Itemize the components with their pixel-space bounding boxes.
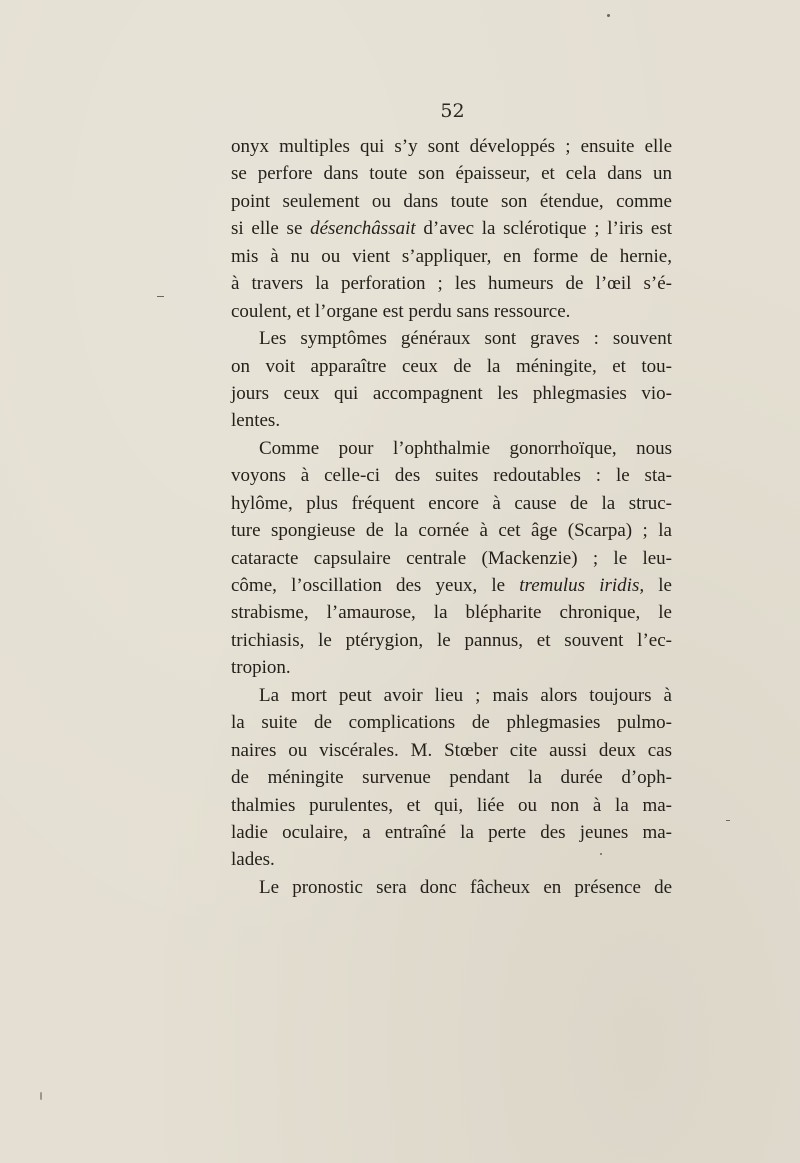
text-line: onyx multiples qui s’y sont développés ; ensuite elle <box>231 136 672 157</box>
text-segment: si elle se <box>231 218 311 240</box>
paper-speck <box>726 820 730 821</box>
text-line: coulent, et l’organe est perdu sans ressource. <box>231 300 571 322</box>
text-line: ladie oculaire, a entraîné la perte des jeunes ma- <box>231 821 672 843</box>
text-line: lades. <box>231 849 275 871</box>
paragraph-first-line: Le pronostic sera donc fâcheux en présence de <box>259 876 672 898</box>
text-line-with-emphasis <box>231 215 672 242</box>
text-line-with-emphasis <box>231 572 672 599</box>
text-line: thalmies purulentes, et qui, liée ou non à la ma- <box>231 794 672 816</box>
body-text <box>231 133 672 901</box>
text-line: lentes. <box>231 410 281 432</box>
text-line: se perfore dans toute son épaisseur, et cela dans un <box>231 163 672 185</box>
emphasized-word: désenchâssait <box>310 218 416 240</box>
text-line: strabisme, l’amaurose, la blépharite chronique, le <box>231 602 672 624</box>
text-line: de méningite survenue pendant la durée d’oph- <box>231 767 672 789</box>
text-line: ture spongieuse de la cornée à cet âge (Scarpa) ; la <box>231 520 672 542</box>
paper-speck <box>157 296 164 297</box>
paper-speck <box>40 1092 42 1100</box>
text-segment: côme, l’oscillation des yeux, le <box>231 575 520 596</box>
paragraph-first-line: Les symptômes généraux sont graves : souvent <box>259 328 672 350</box>
text-line: on voit apparaître ceux de la méningite, et tou- <box>231 355 672 377</box>
paragraph-first-line: La mort peut avoir lieu ; mais alors toujours à <box>259 684 672 706</box>
text-line: à travers la perforation ; les humeurs de l’œil s’é- <box>231 273 672 295</box>
paper-speck <box>607 14 610 17</box>
text-line: trichiasis, le ptérygion, le pannus, et souvent l’ec- <box>231 629 672 651</box>
text-line: voyons à celle-ci des suites redoutables : le sta- <box>231 465 672 487</box>
text-segment: d’avec la sclérotique ; l’iris est <box>415 218 672 240</box>
page-number: 52 <box>440 100 465 122</box>
text-line: hylôme, plus fréquent encore à cause de la struc- <box>231 492 672 514</box>
emphasized-phrase: tremulus iridis, <box>519 575 645 596</box>
text-line: la suite de complications de phlegmasies pulmo- <box>231 712 672 734</box>
text-segment: le <box>644 575 672 596</box>
text-line: jours ceux qui accompagnent les phlegmasies vio- <box>231 382 672 404</box>
text-line: mis à nu ou vient s’appliquer, en forme de hernie, <box>231 245 672 267</box>
text-line: cataracte capsulaire centrale (Mackenzie) ; le leu- <box>231 547 672 569</box>
paper-speck <box>600 853 602 855</box>
paragraph-first-line: Comme pour l’ophthalmie gonorrhoïque, nous <box>259 437 672 459</box>
text-line: tropion. <box>231 657 291 679</box>
text-line: naires ou viscérales. M. Stœber cite aussi deux cas <box>231 739 672 761</box>
text-line: point seulement ou dans toute son étendue, comme <box>231 190 672 212</box>
